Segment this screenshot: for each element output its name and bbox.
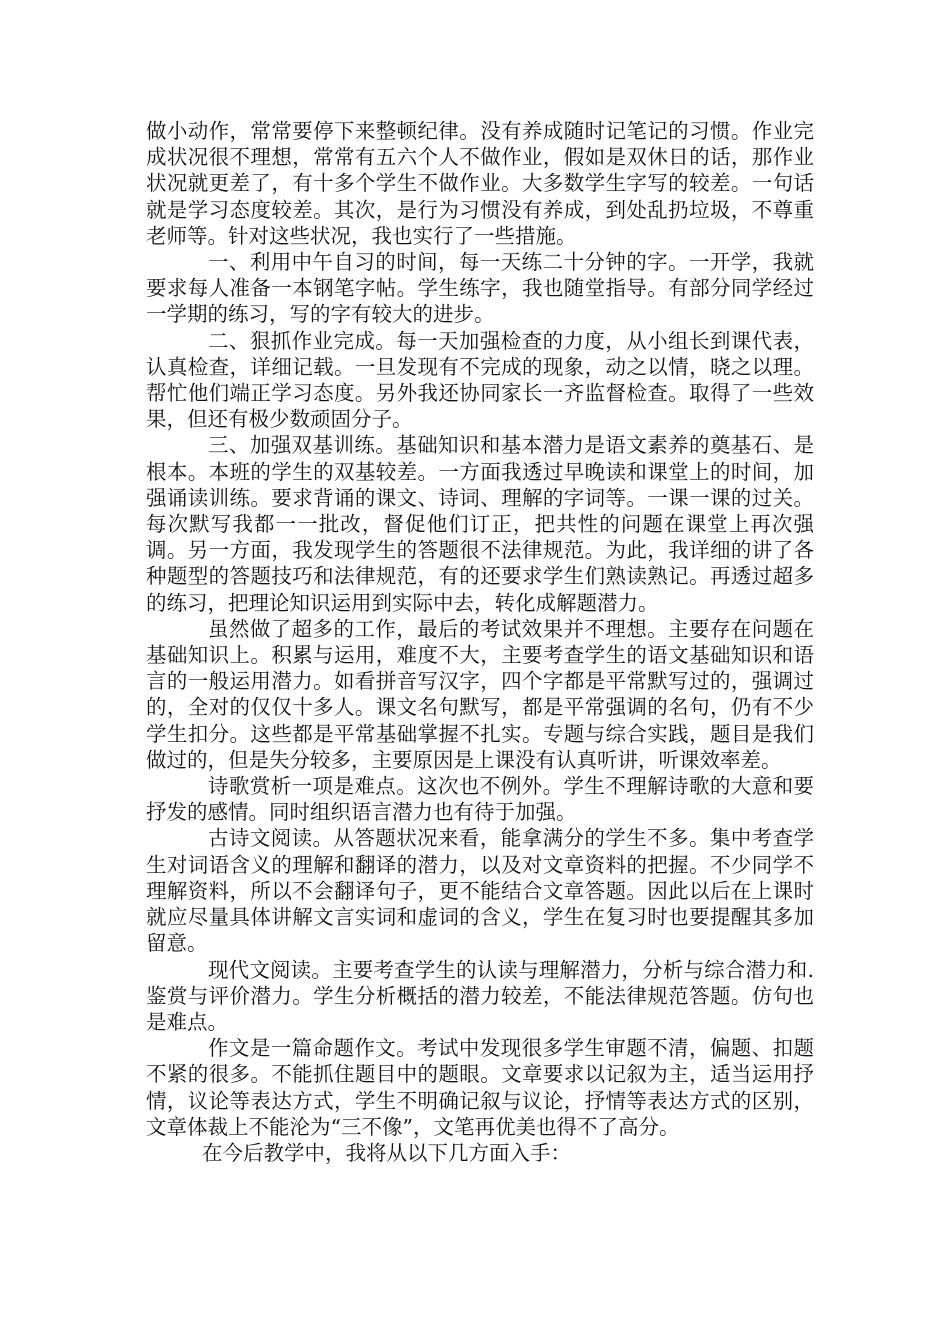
paragraph-classical-reading: 古诗文阅读。从答题状况来看，能拿满分的学生不多。集中考查学生对词语含义的理解和翻译的潜力，以及对文章资料的把握。不少同学不理解资料，所以不会翻译句子，更不能结合文章答题。因此以后在上课时就应尽量具体讲解文言实词和虚词的含义，学生在复习时也要提醒其多加留意。 [146, 826, 814, 956]
paragraph-poetry-analysis: 诗歌赏析一项是难点。这次也不例外。学生不理解诗歌的大意和要抒发的感情。同时组织语言潜力也有待于加强。 [146, 774, 814, 825]
paragraph-exam-results: 虽然做了超多的工作，最后的考试效果并不理想。主要存在问题在基础知识上。积累与运用，难度不大，主要考查学生的语文基础知识和语言的一般运用潜力。如看拼音写汉字，四个字都是平常默写过的，强调过的，全对的仅仅十多人。课文名句默写，都是平常强调的名句，仍有不少学生扣分。这些都是平常基础掌握不扎实。专题与综合实践，题目是我们做过的，但是失分较多，主要原因是上课没有认真听讲，听课效率差。 [146, 616, 814, 772]
paragraph-modern-reading: 现代文阅读。主要考查学生的认读与理解潜力，分析与综合潜力和.鉴赏与评价潜力。学生分析概括的潜力较差，不能法律规范答题。仿句也是难点。 [146, 957, 814, 1034]
paragraph-measure-basics: 三、加强双基训练。基础知识和基本潜力是语文素养的奠基石、是根本。本班的学生的双基较差。一方面我透过早晚读和课堂上的时间，加强诵读训练。要求背诵的课文、诗词、理解的字词等。一课一课的过关。每次默写我都一一批改，督促他们订正，把共性的问题在课堂上再次强调。另一方面，我发现学生的答题很不法律规范。为此，我详细的讲了各种题型的答题技巧和法律规范，有的还要求学生们熟读熟记。再透过超多的练习，把理论知识运用到实际中去，转化成解题潜力。 [146, 433, 814, 615]
paragraph-classroom-issues: 做小动作，常常要停下来整顿纪律。没有养成随时记笔记的习惯。作业完成状况很不理想，常常有五六个人不做作业，假如是双休日的话，那作业状况就更差了，有十多个学生不做作业。大多数学生字写的较差。一句话就是学习态度较差。其次，是行为习惯没有养成，到处乱扔垃圾，不尊重老师等。针对这些状况，我也实行了一些措施。 [146, 119, 814, 248]
paragraph-composition: 作文是一篇命题作文。考试中发现很多学生审题不清，偏题、扣题不紧的很多。不能抓住题目中的题眼。文章要求以记叙为主，适当运用抒情，议论等表达方式，学生不明确记叙与议论，抒情等表达方式的区别，文章体裁上不能沦为“三不像”，文笔再优美也得不了高分。 [146, 1036, 814, 1139]
paragraph-measure-homework: 二、狠抓作业完成。每一天加强检查的力度，从小组长到课代表，认真检查，详细记载。一旦发现有不完成的现象，动之以情，晓之以理。帮忙他们端正学习态度。另外我还协同家长一齐监督检查。取得了一些效果，但还有极少数顽固分子。 [146, 328, 814, 432]
document-page [146, 118, 814, 1166]
paragraph-measure-handwriting: 一、利用中午自习的时间，每一天练二十分钟的字。一开学，我就要求每人准备一本钢笔字帖。学生练字，我也随堂指导。有部分同学经过一学期的练习，写的字有较大的进步。 [146, 250, 814, 327]
paragraph-future-plan: 在今后教学中，我将从以下几方面入手： [202, 1140, 571, 1165]
